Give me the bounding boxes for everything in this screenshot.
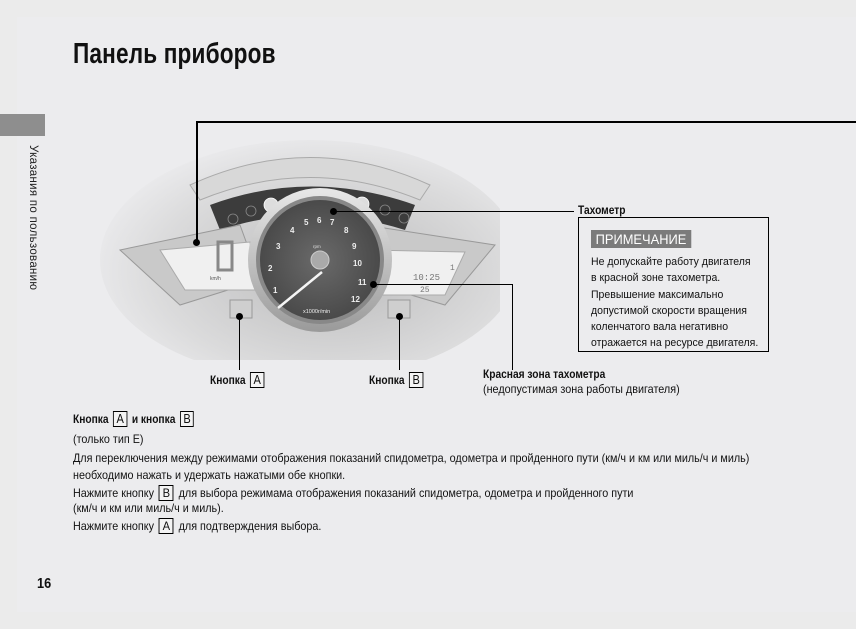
key-b-badge: B bbox=[180, 411, 194, 427]
leader-line-display-horizontal bbox=[196, 121, 856, 123]
page-title: Панель приборов bbox=[73, 38, 276, 70]
callout-button-a bbox=[210, 372, 266, 388]
svg-text:1: 1 bbox=[273, 286, 278, 295]
leader-dot-redzone bbox=[370, 281, 377, 288]
note-line: коленчатого вала негативно bbox=[591, 321, 729, 334]
instrument-panel-illustration bbox=[100, 130, 500, 360]
callout-button-b-prefix: Кнопка bbox=[369, 373, 405, 387]
note-line: Не допускайте работу двигателя bbox=[591, 256, 751, 268]
line3-prefix: Нажмите кнопку bbox=[73, 487, 154, 500]
heading-mid: и кнопка bbox=[131, 412, 176, 426]
svg-text:5: 5 bbox=[304, 218, 309, 227]
callout-tachometer: Тахометр bbox=[578, 203, 626, 217]
line5-prefix: Нажмите кнопку bbox=[73, 520, 154, 533]
leader-dot-button-b bbox=[396, 313, 403, 320]
section-line-4: (км/ч и км или миль/ч и миль). bbox=[73, 502, 224, 515]
svg-text:25: 25 bbox=[420, 286, 430, 295]
callout-button-b bbox=[369, 372, 425, 388]
key-a-badge: A bbox=[113, 411, 127, 427]
svg-text:8: 8 bbox=[344, 226, 349, 235]
heading-prefix: Кнопка bbox=[73, 412, 109, 426]
svg-text:10: 10 bbox=[353, 259, 362, 268]
section-subheading: (только тип E) bbox=[73, 433, 144, 446]
svg-text:10:25: 10:25 bbox=[413, 273, 441, 283]
svg-text:6: 6 bbox=[317, 216, 322, 225]
leader-line-button-a bbox=[239, 316, 240, 370]
leader-dot-button-a bbox=[236, 313, 243, 320]
leader-dot-display bbox=[193, 239, 200, 246]
section-tab-marker bbox=[0, 114, 45, 136]
section-heading bbox=[73, 411, 196, 427]
note-box bbox=[578, 217, 769, 352]
leader-line-tachometer bbox=[333, 211, 574, 212]
callout-red-zone-title: Красная зона тахометра bbox=[483, 367, 606, 381]
svg-text:3: 3 bbox=[276, 242, 281, 251]
section-side-label: Указания по пользованию bbox=[27, 145, 39, 291]
section-line-5 bbox=[73, 518, 321, 534]
page-number: 16 bbox=[37, 575, 52, 592]
line5-suffix: для подтверждения выбора. bbox=[178, 520, 322, 533]
svg-text:11: 11 bbox=[358, 278, 367, 287]
section-line-2: необходимо нажать и удержать нажатыми обе кнопки. bbox=[73, 469, 346, 482]
section-line-3 bbox=[73, 485, 633, 501]
svg-text:9: 9 bbox=[352, 242, 357, 251]
speed-unit: km/h bbox=[210, 276, 221, 282]
leader-dot-tachometer bbox=[330, 208, 337, 215]
note-badge: ПРИМЕЧАНИЕ bbox=[591, 230, 691, 248]
key-b-badge: B bbox=[409, 372, 423, 388]
leader-line-display-vertical bbox=[196, 121, 198, 243]
callout-button-a-prefix: Кнопка bbox=[210, 373, 246, 387]
note-line: Превышение максимально bbox=[591, 288, 724, 301]
svg-text:2: 2 bbox=[268, 264, 273, 273]
leader-line-redzone-v bbox=[512, 284, 513, 370]
svg-text:x1000r/min: x1000r/min bbox=[303, 309, 331, 315]
section-line-1: Для переключения между режимами отображения показаний спидометра, одометра и пройденного пути (км/ч и км или миль/ч и миль) bbox=[73, 452, 750, 465]
leader-line-redzone-h bbox=[373, 284, 512, 285]
svg-text:12: 12 bbox=[351, 295, 360, 304]
key-a-badge: A bbox=[250, 372, 264, 388]
svg-text:7: 7 bbox=[330, 218, 335, 227]
line3-suffix: для выбора режимама отображения показаний спидометра, одометра и пройденного пути bbox=[178, 487, 634, 500]
note-text bbox=[591, 254, 758, 352]
leader-line-button-b bbox=[399, 316, 400, 370]
key-a-badge: A bbox=[159, 518, 174, 534]
svg-text:rpm: rpm bbox=[313, 244, 321, 249]
key-b-badge: B bbox=[159, 485, 174, 501]
note-line: в красной зоне тахометра. bbox=[591, 272, 721, 285]
note-line: допустимой скорости вращения bbox=[591, 304, 747, 317]
svg-text:1: 1 bbox=[450, 264, 455, 273]
callout-red-zone-sub: (недопустимая зона работы двигателя) bbox=[483, 382, 680, 396]
svg-text:4: 4 bbox=[290, 226, 295, 235]
note-line: отражается на ресурсе двигателя. bbox=[591, 337, 759, 350]
